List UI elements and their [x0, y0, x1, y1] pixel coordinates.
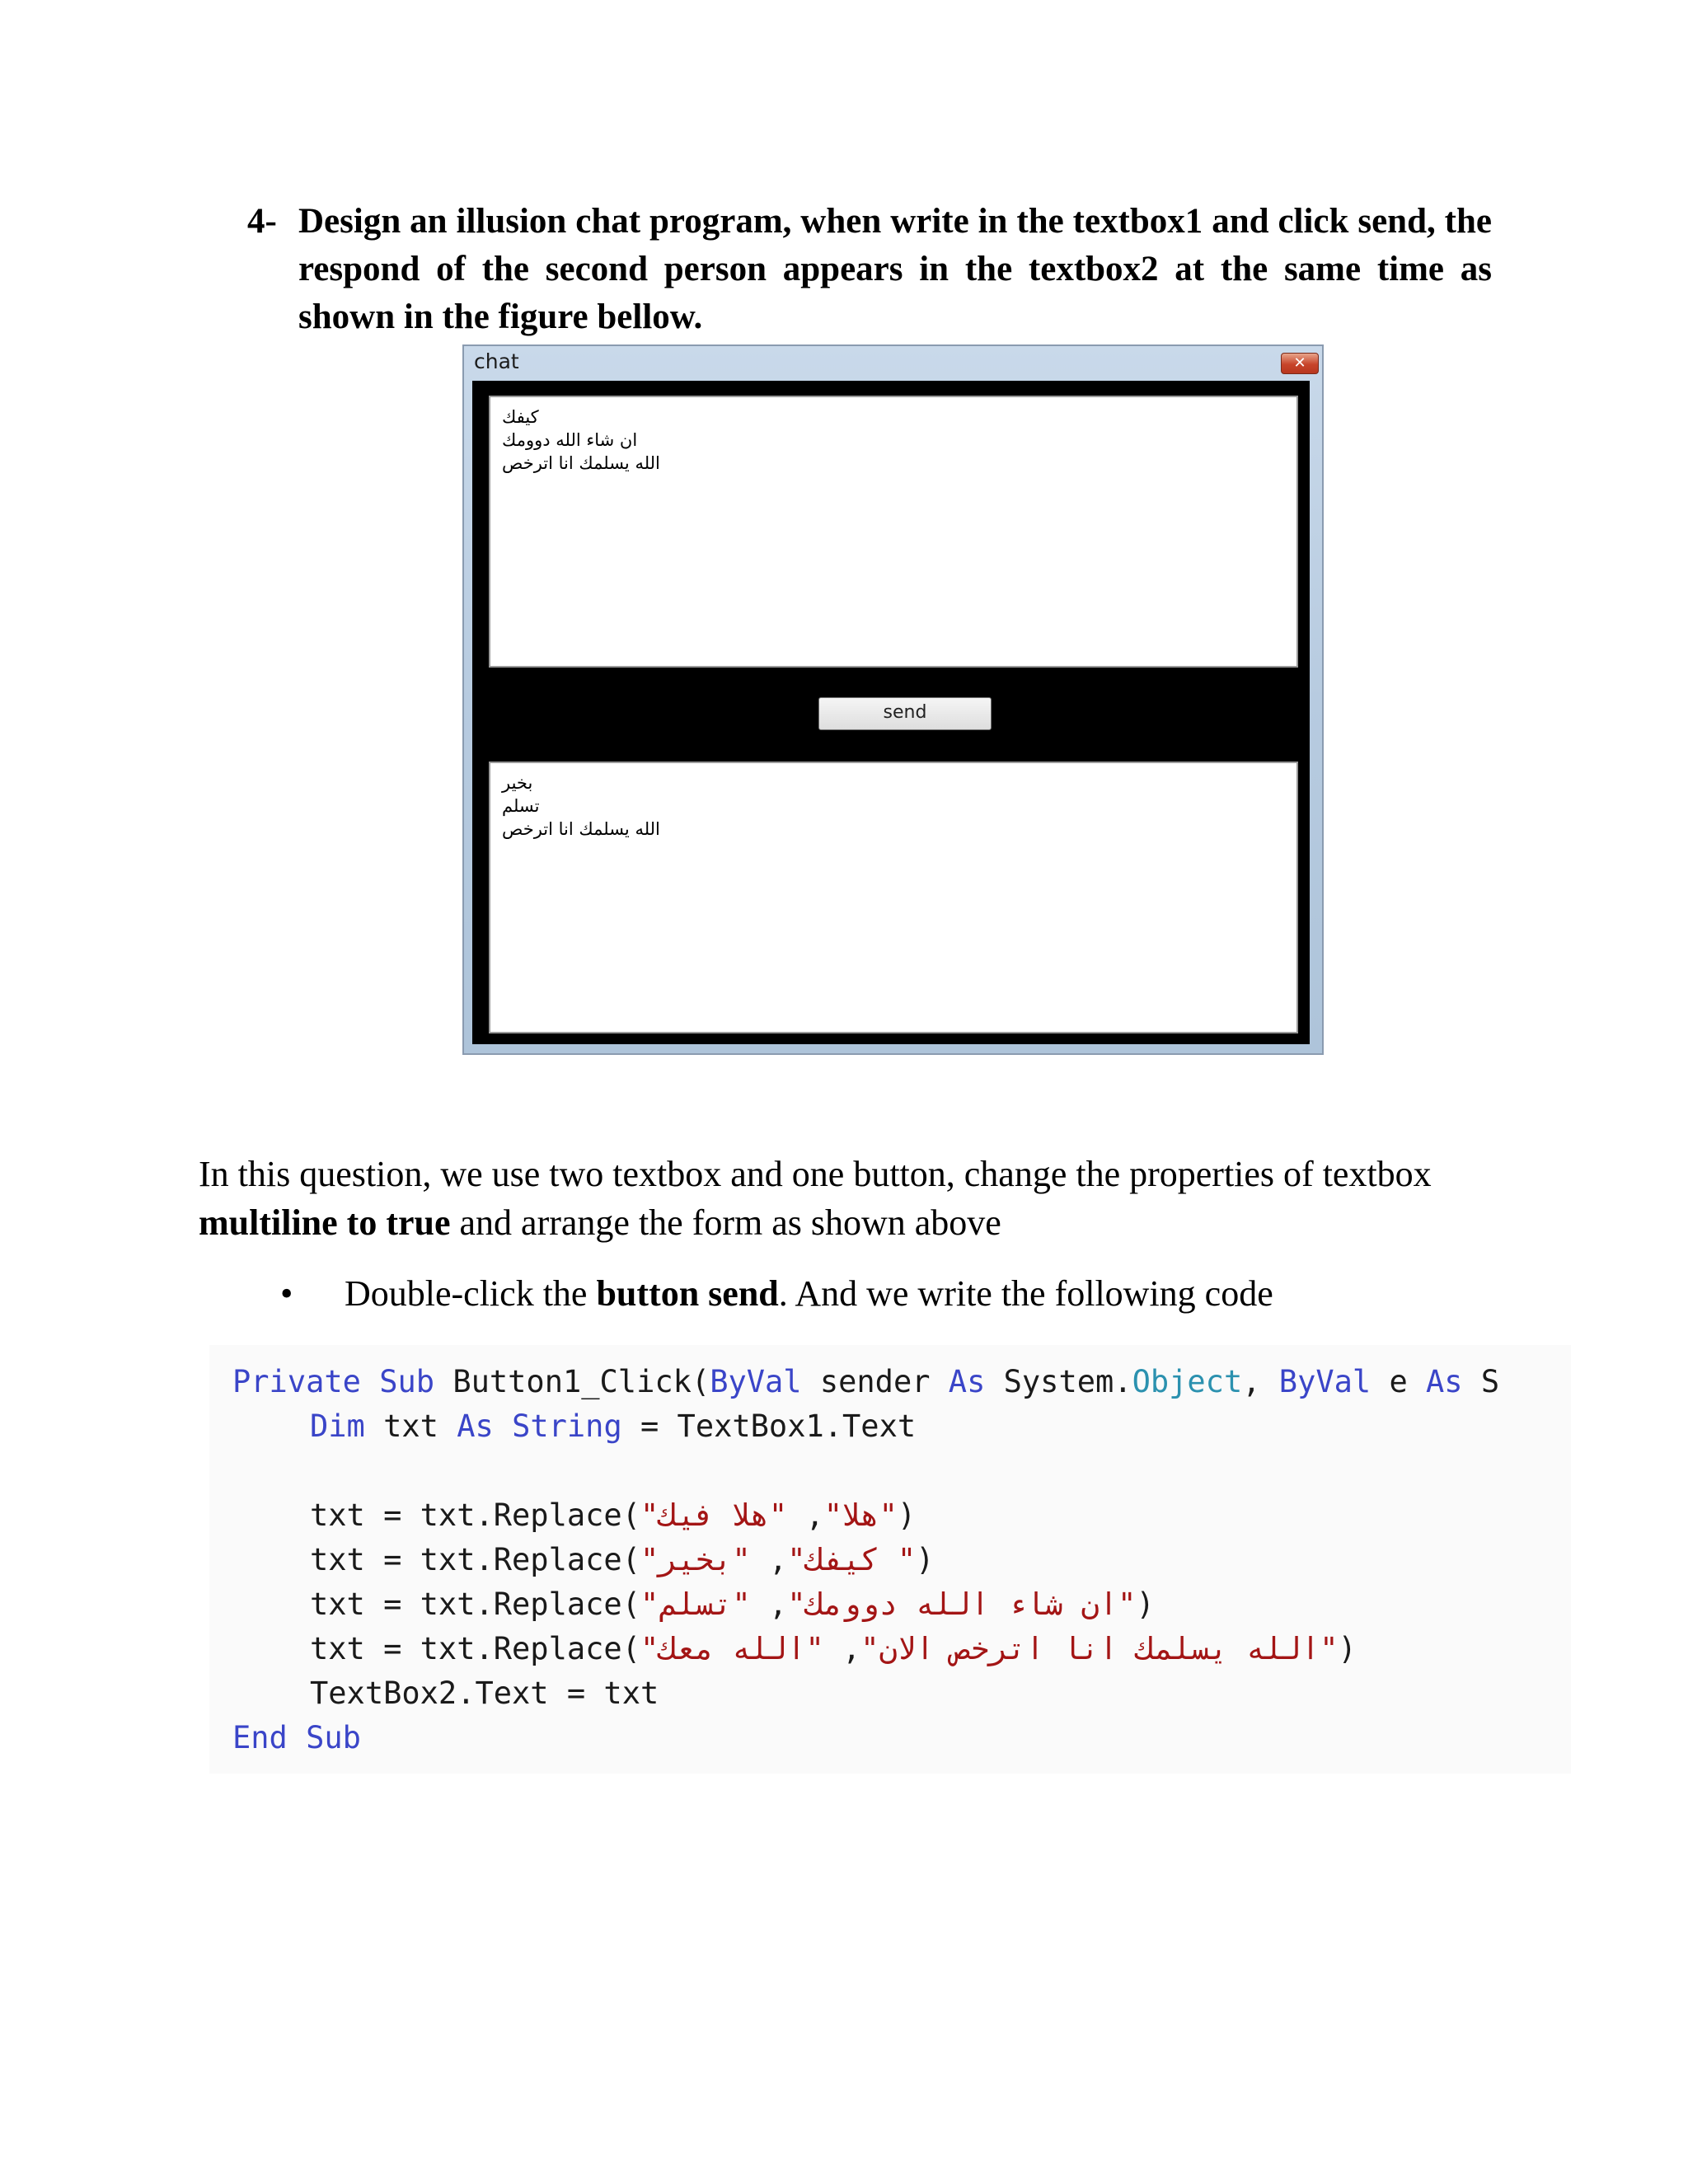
bullet-bold: button send — [596, 1273, 779, 1314]
code-keyword: As — [948, 1364, 986, 1399]
code-text: txt = txt.Replace( — [310, 1586, 640, 1622]
close-icon: ✕ — [1293, 354, 1306, 372]
code-string: "هلا فيك" — [659, 1497, 898, 1533]
code-keyword: ByVal — [710, 1364, 802, 1399]
window-title: chat — [474, 349, 519, 373]
paragraph-bold: multiline to true — [199, 1202, 451, 1243]
code-string: "الله معك" — [659, 1631, 1339, 1666]
bullet-text-end: . And we write the following code — [778, 1273, 1273, 1314]
code-line-end — [232, 1716, 361, 1760]
code-string: "كيفك" — [640, 1542, 879, 1577]
code-keyword: End — [232, 1720, 288, 1755]
code-text: S — [1462, 1364, 1500, 1399]
code-keyword: Private — [232, 1364, 361, 1399]
paragraph-text-end: and arrange the form as shown above — [450, 1202, 1001, 1243]
textbox2-line: بخير — [502, 773, 533, 793]
form-client-area — [472, 381, 1310, 1044]
bullet-icon: • — [280, 1273, 293, 1314]
paragraph-text: In this question, we use two textbox and one button, change the properties of textbox — [199, 1154, 1432, 1194]
textbox2-line: الله يسلمك انا اترخص — [502, 819, 660, 839]
code-string: "تسلم" — [659, 1586, 1137, 1622]
code-line-assign: TextBox2.Text = txt — [310, 1675, 659, 1711]
code-text: txt = txt.Replace( — [310, 1631, 640, 1666]
code-text: e — [1371, 1364, 1427, 1399]
code-keyword: Dim — [310, 1408, 365, 1444]
code-line-replace-2: txt = txt.Replace("كيفك", "بخير ") — [310, 1542, 935, 1577]
code-text: , — [1242, 1364, 1279, 1399]
code-keyword: ByVal — [1278, 1364, 1372, 1399]
textbox1[interactable] — [489, 396, 1298, 668]
window-titlebar — [464, 346, 1322, 379]
chat-window-figure — [462, 344, 1324, 1055]
code-string: "ان شاء الله دوومك" — [640, 1586, 1118, 1622]
close-button[interactable] — [1281, 353, 1319, 374]
question-number: 4- — [247, 202, 277, 241]
code-string: "الله يسلمك انا اترخص الان" — [640, 1631, 1320, 1666]
code-keyword: String — [512, 1408, 622, 1444]
textbox2[interactable] — [489, 762, 1298, 1033]
instruction-bullet — [280, 1269, 1475, 1318]
explanation-paragraph — [199, 1150, 1484, 1247]
bullet-text-start: Double-click the — [345, 1273, 597, 1314]
bullet-text — [345, 1269, 1475, 1318]
code-line-replace-1: txt = txt.Replace("هلا", "هلا فيك") — [310, 1497, 917, 1533]
textbox2-line: تسلم — [502, 796, 540, 816]
code-text: txt = txt.Replace( — [310, 1497, 640, 1533]
code-text: Button1_Click( — [434, 1364, 710, 1399]
question-text: Design an illusion chat program, when write in the textbox1 and click send, the respond of the second person appears in the textbox2 at the same time as shown in the figure bellow. — [298, 202, 1492, 336]
code-line-2 — [310, 1404, 916, 1449]
code-keyword: As — [457, 1408, 494, 1444]
code-text: = TextBox1.Text — [621, 1408, 917, 1444]
textbox1-line: كيفك — [502, 407, 539, 427]
code-text: sender — [801, 1364, 949, 1399]
code-type: Object — [1132, 1364, 1243, 1399]
code-keyword: As — [1426, 1364, 1463, 1399]
code-line-replace-3: txt = txt.Replace("ان شاء الله دوومك", "تسلم") — [310, 1586, 1155, 1622]
code-text: txt = txt.Replace( — [310, 1542, 640, 1577]
code-text: System. — [985, 1364, 1132, 1399]
code-line-replace-4: txt = txt.Replace("الله يسلمك انا اترخص الان", "الله معك") — [310, 1631, 1357, 1666]
send-button[interactable]: send — [818, 697, 992, 730]
code-keyword: Sub — [306, 1720, 361, 1755]
code-string: "بخير " — [659, 1542, 917, 1577]
code-screenshot — [209, 1345, 1571, 1774]
textbox1-line: ان شاء الله دوومك — [502, 430, 638, 450]
code-line-1 — [232, 1360, 1499, 1404]
code-keyword: Sub — [379, 1364, 435, 1399]
question-4 — [247, 198, 1492, 341]
code-string: "هلا" — [640, 1497, 879, 1533]
code-text: txt — [364, 1408, 457, 1444]
textbox1-line: الله يسلمك انا اترخص — [502, 453, 660, 473]
